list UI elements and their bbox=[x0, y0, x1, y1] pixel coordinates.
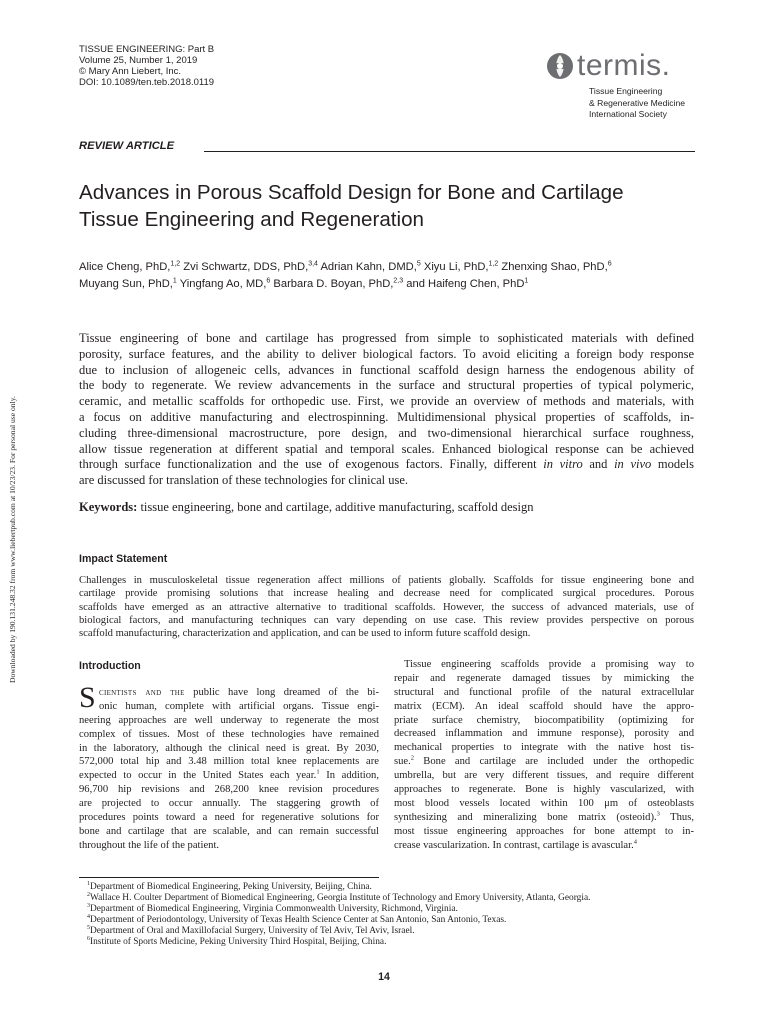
author-affiliation: 1,2 bbox=[488, 260, 499, 268]
footnote-text: Wallace H. Coulter Department of Biomedical Engineering, Georgia Institute of Technology and Emory University, Atlanta, Georgia. bbox=[90, 892, 591, 903]
intro-text: Bone and cartilage are included under the orthopedic bbox=[423, 756, 694, 768]
intro-line bbox=[394, 811, 694, 825]
introduction-heading: Introduction bbox=[79, 660, 141, 672]
author-affiliation: 1 bbox=[524, 277, 529, 285]
footnote-text: Department of Biomedical Engineering, Peking University, Beijing, China. bbox=[90, 882, 372, 892]
intro-line: are projected to occur annually. The staggering growth of bbox=[79, 798, 379, 810]
author-affiliation: 2,3 bbox=[393, 277, 404, 285]
citation-ref: 3 bbox=[656, 810, 660, 818]
intro-text: crease vascularization. In contrast, cartilage is avascular. bbox=[394, 839, 634, 851]
intro-text: public have long dreamed of the bi- bbox=[193, 687, 379, 698]
author-affiliation: 5 bbox=[416, 260, 421, 268]
termis-logo bbox=[546, 48, 696, 121]
intro-line: bone and cartilage that are scalable, and can remain successful bbox=[79, 825, 379, 837]
abstract-line: cluding three-dimensional macrostructure, pore design, and two-dimensional hierarchical surface roughness, bbox=[79, 425, 694, 440]
citation-ref: 4 bbox=[633, 838, 637, 846]
abstract-italic: in vitro bbox=[543, 457, 583, 472]
footnote-rule bbox=[79, 877, 379, 878]
intro-line bbox=[394, 755, 694, 769]
impact-line: biological factors, and manufacturing techniques can vary depending on use case. This review provides perspective on porous bbox=[79, 614, 694, 626]
impact-statement bbox=[79, 574, 694, 640]
affiliation-footnotes bbox=[87, 882, 590, 947]
footnote bbox=[87, 893, 590, 904]
intro-line: neering approaches are well underway to regenerate the most bbox=[79, 714, 379, 726]
download-watermark: Downloaded by 190.131.248.32 from www.liebertpub.com at 10/23/23. For personal use only. bbox=[8, 396, 17, 683]
impact-line: scaffold manufacturing, characterization and application, and can be used to inform future scaffold design. bbox=[79, 628, 531, 640]
intro-line: most blood vessels located within 100 μm of osteoblasts bbox=[394, 797, 694, 809]
intro-line: umbrella, but are very different tissues, and require different bbox=[394, 770, 694, 782]
footnote bbox=[87, 937, 590, 948]
author-affiliation: 1,2 bbox=[170, 260, 181, 268]
abstract-line: Tissue engineering of bone and cartilage has progressed from simple to sophisticated materials with defined bbox=[79, 331, 694, 345]
abstract-line: due to inclusion of allogeneic cells, advances in functional scaffold design harness the endogenous ability of bbox=[79, 362, 694, 377]
intro-line: approaches to regenerate. Bone is highly vascularized, with bbox=[394, 784, 694, 796]
intro-line: onic human, complete with artificial organs. Tissue engi- bbox=[99, 700, 379, 712]
logo-wordmark: termis. bbox=[577, 49, 671, 82]
impact-line: cartilage provide promising solutions that increase healing and decrease need for complicated surgical procedures. Porous bbox=[79, 588, 694, 600]
intro-line: Tissue engineering scaffolds provide a promising way to bbox=[404, 659, 694, 670]
intro-text: In addition, bbox=[326, 770, 379, 782]
author-name: Xiyu Li, PhD, bbox=[423, 261, 489, 273]
footnote bbox=[87, 915, 590, 926]
intro-line: priate surface chemistry, biocompatibility (optimizing for bbox=[394, 714, 694, 726]
intro-line: in the laboratory, although the clinical need is great. By 2030, bbox=[79, 742, 379, 754]
impact-heading: Impact Statement bbox=[79, 553, 168, 565]
intro-lead: cientists and the bbox=[99, 687, 185, 698]
intro-line: complex of tissues. Most of these technologies have remained bbox=[79, 728, 379, 740]
author-name: Zvi Schwartz, DDS, PhD, bbox=[183, 261, 309, 273]
keywords-label: Keywords: bbox=[79, 500, 138, 514]
author-list bbox=[79, 259, 719, 293]
journal-volume: Volume 25, Number 1, 2019 bbox=[79, 55, 198, 66]
intro-line bbox=[79, 769, 379, 783]
title-line: Advances in Porous Scaffold Design for Bone and Cartilage bbox=[79, 181, 624, 204]
citation-ref: 2 bbox=[410, 754, 415, 762]
author-affiliation: 6 bbox=[266, 277, 271, 285]
abstract-italic: in vivo bbox=[614, 457, 652, 472]
footnote-marker: 5 bbox=[87, 924, 90, 931]
author-row bbox=[79, 276, 719, 293]
footnote-text: Institute of Sports Medicine, Peking University Third Hospital, Beijing, China. bbox=[90, 936, 387, 947]
abstract-text: models bbox=[657, 457, 695, 472]
intro-line: repair and regenerate damaged tissues by mimicking the bbox=[394, 672, 694, 684]
author-name: Barbara D. Boyan, PhD, bbox=[273, 278, 394, 290]
footnote-marker: 6 bbox=[87, 935, 90, 942]
intro-column-right bbox=[394, 658, 694, 852]
intro-text: sue. bbox=[394, 756, 411, 768]
intro-line: throughout the life of the patient. bbox=[79, 839, 220, 851]
footnote-text: Department of Biomedical Engineering, Virginia Commonwealth University, Richmond, Virginia. bbox=[90, 903, 458, 914]
article-type-label: REVIEW ARTICLE bbox=[79, 140, 175, 152]
author-affiliation: 1 bbox=[172, 277, 177, 285]
intro-line: most tissue engineering approaches for bone attempt to in- bbox=[394, 825, 694, 837]
article-title bbox=[79, 179, 719, 233]
citation-ref: 1 bbox=[316, 768, 320, 776]
intro-line bbox=[394, 839, 694, 853]
abstract-line: are discussed for translation of these technologies for clinical use. bbox=[79, 473, 409, 488]
logo-subtitle-line: Tissue Engineering bbox=[589, 86, 663, 96]
journal-info bbox=[79, 44, 214, 88]
page-number: 14 bbox=[378, 971, 390, 983]
footnote bbox=[87, 882, 590, 893]
intro-column-left bbox=[79, 681, 379, 853]
impact-line: scaffolds have emerged as an attractive alternative to traditional scaffolds. However, the success of advanced materials, use of bbox=[79, 601, 694, 613]
abstract-line bbox=[79, 457, 694, 473]
intro-line: 96,700 hip revisions and 268,200 knee revision procedures bbox=[79, 784, 379, 796]
author-name: and Haifeng Chen, PhD bbox=[406, 278, 525, 290]
abstract-text: and bbox=[589, 457, 608, 472]
logo-subtitle-line: International Society bbox=[589, 109, 667, 119]
title-line: Tissue Engineering and Regeneration bbox=[79, 208, 424, 231]
intro-line: structural and functional profile of the natural extracellular bbox=[394, 686, 694, 698]
author-affiliation: 3,4 bbox=[308, 260, 318, 268]
abstract-line: a focus on additive manufacturing and electrospinning. Multidimensional physical properties of scaffolds, in- bbox=[79, 409, 694, 424]
abstract-line: porosity, surface features, and the ability to deliver biological factors. To avoid eliciting a foreign body response bbox=[79, 346, 694, 361]
author-row bbox=[79, 259, 719, 276]
author-affiliation: 6 bbox=[607, 260, 612, 268]
keywords-text: tissue engineering, bone and cartilage, additive manufacturing, scaffold design bbox=[140, 500, 534, 514]
footnote-text: Department of Periodontology, University of Texas Health Science Center at San Antonio, San Antonio, Texas. bbox=[90, 914, 507, 925]
intro-line bbox=[79, 686, 379, 700]
journal-copyright: © Mary Ann Liebert, Inc. bbox=[79, 66, 182, 77]
footnote-text: Department of Oral and Maxillofacial Surgery, University of Tel Aviv, Tel Aviv, Israel. bbox=[90, 925, 415, 936]
intro-text: Thus, bbox=[670, 811, 694, 823]
footnote-marker: 3 bbox=[87, 902, 90, 909]
journal-name: TISSUE ENGINEERING: Part B bbox=[79, 44, 215, 55]
intro-text: synthesizing and mineralizing bone matrix (osteoid). bbox=[394, 811, 657, 823]
footnote bbox=[87, 904, 590, 915]
impact-line: Challenges in musculoskeletal tissue regeneration affect millions of patients globally. Scaffolds for tissue engineering bone and bbox=[79, 575, 694, 586]
termis-logo-mark-icon bbox=[546, 52, 574, 80]
intro-line: 572,000 total hip and 3.48 million total knee replacements are bbox=[79, 756, 379, 768]
drop-cap: S bbox=[79, 681, 96, 714]
abstract bbox=[79, 331, 694, 489]
footnote bbox=[87, 926, 590, 937]
author-name: Adrian Kahn, DMD, bbox=[320, 261, 417, 273]
author-name: Zhenxing Shao, PhD, bbox=[501, 261, 608, 273]
logo-subtitle-line: & Regenerative Medicine bbox=[589, 97, 686, 108]
intro-text: expected to occur in the United States each year. bbox=[79, 770, 317, 782]
abstract-line: allow tissue regeneration at different spatial and temporal scales. Enhanced biological response can be achieved bbox=[79, 441, 694, 456]
logo-subtitle bbox=[589, 86, 696, 121]
intro-line: decreased inflammation and immune response), porosity and bbox=[394, 728, 694, 740]
abstract-line: ceramic, and metallic scaffolds for orthopedic use. First, we provide an overview of methods and materials, with bbox=[79, 394, 694, 409]
author-name: Alice Cheng, PhD, bbox=[79, 261, 171, 273]
footnote-marker: 4 bbox=[87, 913, 90, 920]
abstract-text: through surface functionalization and the use of exogenous factors. Finally, different bbox=[79, 457, 537, 472]
keywords bbox=[79, 500, 534, 515]
footnote-marker: 1 bbox=[87, 880, 90, 887]
intro-line: matrix (ECM). An ideal scaffold should have the appro- bbox=[394, 700, 694, 712]
author-name: Yingfang Ao, MD, bbox=[179, 278, 267, 290]
journal-doi: DOI: 10.1089/ten.teb.2018.0119 bbox=[79, 77, 215, 88]
footnote-marker: 2 bbox=[87, 891, 90, 898]
author-name: Muyang Sun, PhD, bbox=[79, 278, 173, 290]
intro-line: procedures points toward a need for regenerative solutions for bbox=[79, 812, 379, 824]
abstract-line: the body to regenerate. We review advancements in the surface and structural properties of typical polymeric, bbox=[79, 378, 694, 393]
article-type-rule bbox=[204, 151, 695, 152]
intro-line: mechanical properties to integrate with the native host tis- bbox=[394, 742, 694, 754]
